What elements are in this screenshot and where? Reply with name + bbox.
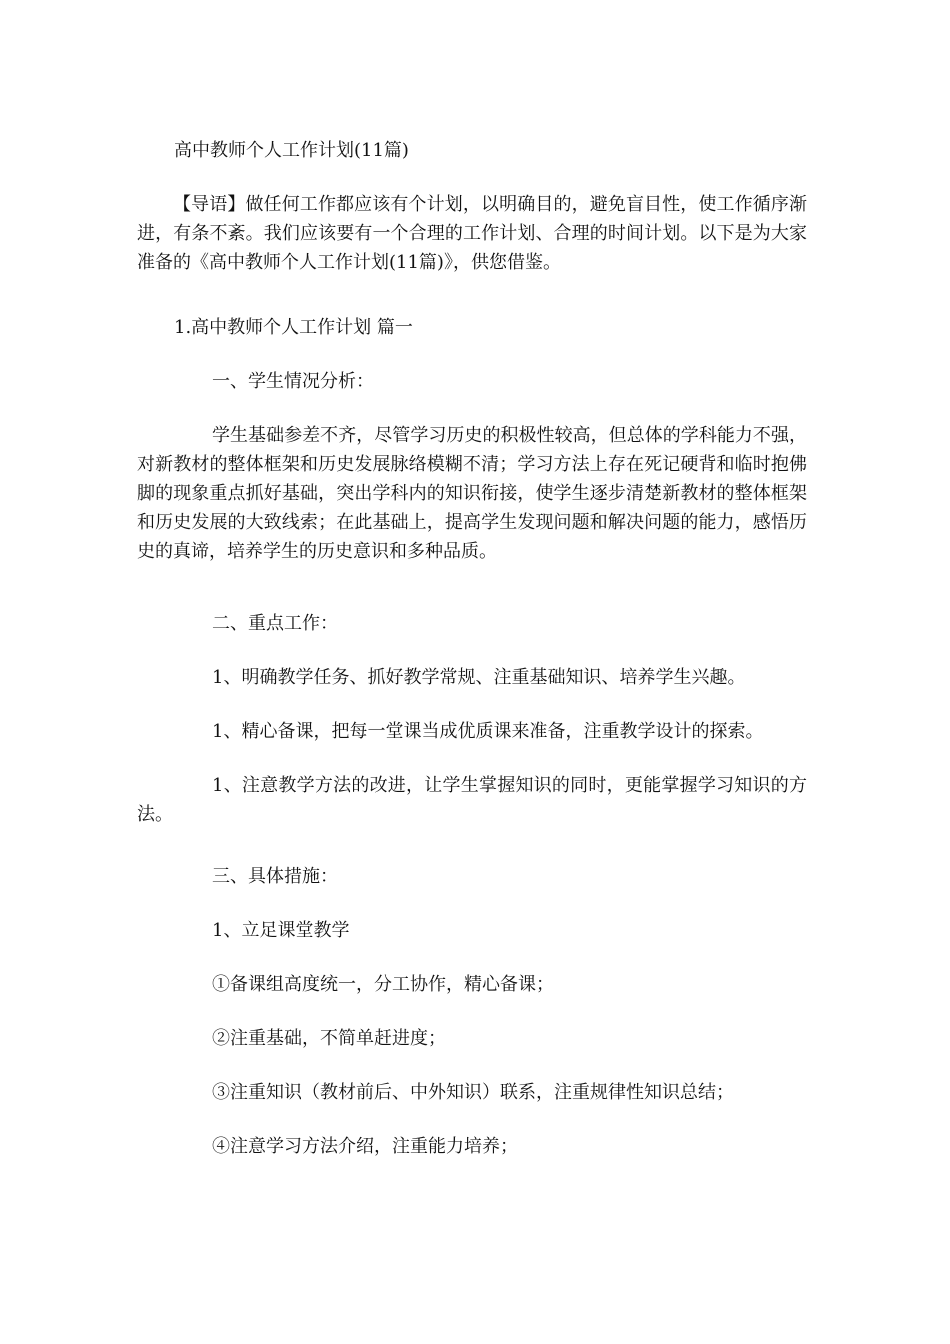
- part2-list-item: 1、精心备课，把每一堂课当成优质课来准备，注重教学设计的探索。: [212, 721, 764, 742]
- part3-point: ③注重知识（教材前后、中外知识）联系，注重规律性知识总结；: [212, 1082, 734, 1103]
- part3-point: ①备课组高度统一，分工协作，精心备课；: [212, 974, 554, 995]
- part3-heading: 三、具体措施：: [212, 866, 338, 887]
- part2-list-item: 1、明确教学任务、抓好教学常规、注重基础知识、培养学生兴趣。: [212, 667, 746, 688]
- part2-heading: 二、重点工作：: [212, 613, 338, 634]
- section-heading: 1.高中教师个人工作计划 篇一: [174, 317, 413, 338]
- part3-point: ④注意学习方法介绍，注重能力培养；: [212, 1136, 518, 1157]
- part2-list-item: 1、注意教学方法的改进，让学生掌握知识的同时，更能掌握学习知识的方法。: [137, 775, 807, 825]
- part1-heading: 一、学生情况分析：: [212, 371, 374, 392]
- part3-subheading: 1、立足课堂教学: [212, 920, 350, 941]
- document-title: 高中教师个人工作计划(11篇): [174, 140, 409, 161]
- part1-body-paragraph: 学生基础参差不齐，尽管学习历史的积极性较高，但总体的学科能力不强，对新教材的整体框架和历史发展脉络模糊不清；学习方法上存在死记硬背和临时抱佛脚的现象重点抓好基础，突出学科内的知识衔接，使学生逐步清楚新教材的整体框架和历史发展的大致线索；在此基础上，提高学生发现问题和解决问题的能力，感悟历史的真谛，培养学生的历史意识和多种品质。: [137, 425, 807, 562]
- part3-point: ②注重基础，不简单赶进度；: [212, 1028, 446, 1049]
- intro-paragraph: 【导语】做任何工作都应该有个计划，以明确目的，避免盲目性，使工作循序渐进，有条不紊。我们应该要有一个合理的工作计划、合理的时间计划。以下是为大家准备的《高中教师个人工作计划(11篇)》，供您借鉴。: [137, 194, 807, 273]
